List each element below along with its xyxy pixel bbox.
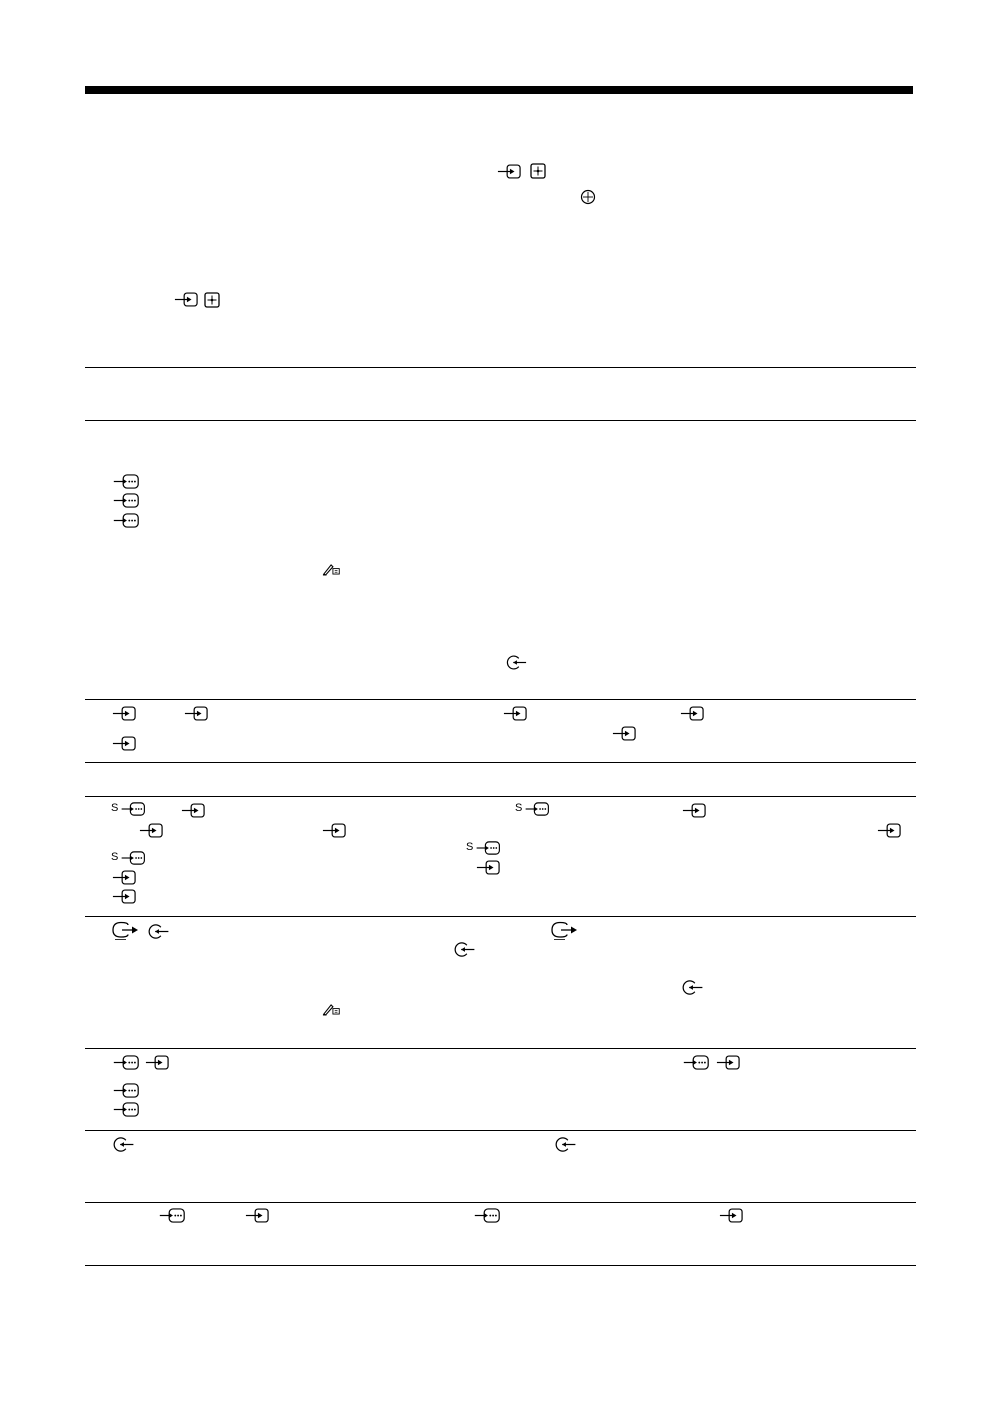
input-arrow-icon (184, 706, 208, 721)
input-arrow-icon (719, 1208, 743, 1223)
input-arrow-icon (476, 860, 500, 875)
video-input-icon (112, 493, 140, 508)
video-input-icon (473, 1208, 501, 1223)
s-video-label: S (111, 802, 119, 814)
s-video-input-icon (119, 802, 147, 816)
s-video-label: S (111, 851, 119, 863)
input-arrow-icon (112, 736, 136, 751)
divider (85, 1202, 916, 1203)
output-icon (680, 979, 704, 996)
note-pencil-icon (322, 563, 342, 576)
input-arrow-icon (682, 803, 706, 818)
input-arrow-icon (145, 1055, 169, 1070)
input-arrow-icon (716, 1055, 740, 1070)
note-pencil-icon (322, 1003, 342, 1016)
s-video-label: S (515, 802, 523, 814)
input-arrow-icon (112, 706, 136, 721)
input-arrow-icon (181, 803, 205, 818)
divider (85, 420, 916, 421)
tv-output-icon (549, 921, 579, 941)
video-input-icon (112, 1083, 140, 1098)
input-arrow-icon (612, 726, 636, 741)
input-arrow-icon (322, 823, 346, 838)
input-arrow-icon (245, 1208, 269, 1223)
s-video-input-icon (474, 841, 502, 855)
video-input-icon (112, 513, 140, 528)
video-input-icon (112, 1102, 140, 1117)
divider (85, 367, 916, 368)
rgb-input-icon (530, 163, 546, 179)
output-icon (111, 1136, 135, 1153)
divider (85, 762, 916, 763)
divider (85, 1130, 916, 1131)
output-icon (452, 941, 476, 958)
divider (85, 1265, 916, 1266)
input-arrow-icon (139, 823, 163, 838)
input-arrow-icon (497, 164, 521, 179)
antenna-icon (580, 189, 596, 205)
input-arrow-icon (503, 706, 527, 721)
divider (85, 796, 916, 797)
input-arrow-icon (174, 292, 198, 307)
output-icon (146, 923, 170, 940)
video-input-icon (682, 1055, 710, 1070)
input-arrow-icon (877, 823, 901, 838)
output-icon (505, 654, 527, 671)
s-video-label: S (466, 841, 474, 853)
video-input-icon (112, 474, 140, 489)
input-arrow-icon (680, 706, 704, 721)
output-icon (553, 1136, 577, 1153)
s-video-input-icon (119, 851, 147, 865)
divider (85, 916, 916, 917)
video-input-icon (158, 1208, 186, 1223)
header-bar (85, 86, 913, 94)
s-video-input-icon (523, 802, 551, 816)
divider (85, 1048, 916, 1049)
input-arrow-icon (112, 870, 136, 885)
input-arrow-icon (112, 889, 136, 904)
rgb-input-icon (204, 292, 220, 308)
monitor-output-icon (110, 921, 140, 941)
divider (85, 699, 916, 700)
video-input-icon (112, 1055, 140, 1070)
